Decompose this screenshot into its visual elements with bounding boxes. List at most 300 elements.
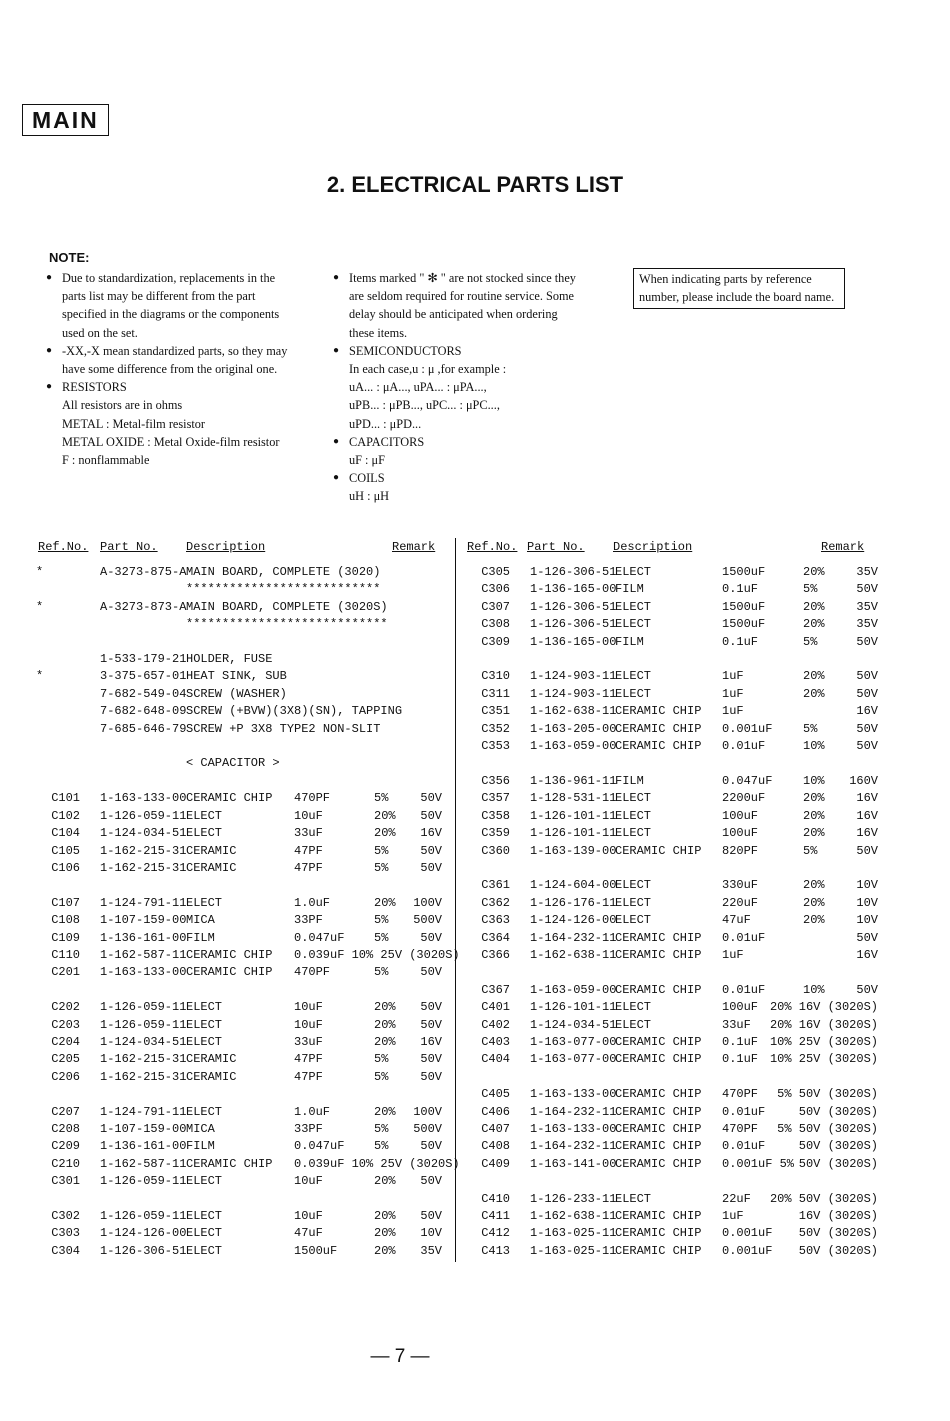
voltage-cell: 50V: [420, 1139, 442, 1154]
ref-no-cell: C208: [51, 1122, 80, 1136]
ref-no-cell: C102: [51, 808, 80, 823]
note-sub-line: METAL : Metal-film resistor: [62, 416, 206, 431]
value-cell: 330uF: [722, 878, 759, 893]
ref-no-cell: C309: [481, 634, 510, 649]
tolerance-cell: 20%: [374, 1174, 396, 1189]
description-cell: ELECT: [615, 599, 652, 614]
description-cell: CERAMIC CHIP: [615, 1104, 702, 1119]
tolerance-cell: 20%: [803, 895, 825, 910]
table-row: [0, 1034, 950, 1051]
description-cell: ELECT: [615, 1000, 652, 1015]
ref-no-cell: C363: [481, 913, 510, 928]
description-cell: CERAMIC CHIP: [615, 1226, 702, 1241]
table-row: [0, 1121, 950, 1138]
part-no-cell: 1-163-133-00: [100, 791, 187, 806]
voltage-cell: 10% 25V (3020S): [769, 1034, 878, 1049]
value-cell: 0.047uF: [722, 773, 773, 788]
voltage-cell: 50V: [420, 791, 442, 806]
description-cell: ***************************: [186, 582, 381, 597]
part-no-cell: 1-126-059-11: [100, 1174, 187, 1189]
table-row: [0, 1208, 950, 1225]
description-cell: ELECT: [186, 1104, 223, 1119]
description-cell: FILM: [186, 930, 215, 945]
value-cell: 0.01uF: [722, 1139, 766, 1154]
description-cell: CERAMIC CHIP: [186, 965, 273, 980]
table-row: [0, 686, 950, 703]
ref-no-cell: C310: [481, 669, 510, 684]
voltage-cell: 5% 50V (3020S): [777, 1087, 878, 1102]
value-cell: 470PF: [722, 1122, 759, 1136]
description-cell: CERAMIC CHIP: [615, 982, 702, 997]
voltage-cell: 50V: [420, 860, 442, 875]
part-no-cell: 1-126-059-11: [100, 1209, 187, 1224]
note-bullet-text: RESISTORS: [62, 380, 127, 395]
note-bullet: [333, 342, 583, 360]
table-row: [0, 599, 950, 616]
ref-no-cell: C109: [51, 930, 80, 945]
ref-no-cell: C404: [481, 1052, 510, 1067]
part-no-cell: 3-375-657-01: [100, 669, 187, 684]
tolerance-cell: 5%: [374, 1069, 389, 1084]
description-cell: ELECT: [615, 791, 652, 806]
tolerance-cell: 10%: [803, 773, 825, 788]
part-no-cell: 1-162-638-11: [530, 947, 617, 962]
tolerance-cell: 20%: [803, 617, 825, 632]
tolerance-cell: 20%: [803, 913, 825, 928]
part-no-cell: 1-162-587-11: [100, 947, 187, 962]
ref-no-cell: C304: [51, 1243, 80, 1258]
description-cell: SCREW +P 3X8 TYPE2 NON-SLIT: [186, 721, 381, 736]
ref-no-cell: C308: [481, 617, 510, 632]
value-cell: 1uF: [722, 1209, 744, 1224]
part-no-cell: 1-126-101-11: [530, 1000, 617, 1015]
ref-no-cell: C402: [481, 1017, 510, 1032]
description-cell: MICA: [186, 913, 215, 928]
ref-no-cell: C406: [481, 1104, 510, 1119]
tolerance-cell: 20%: [374, 826, 396, 841]
value-cell: 10uF: [294, 1000, 323, 1015]
bullet-dot: ●: [333, 435, 340, 447]
part-no-cell: 1-107-159-00: [100, 1122, 187, 1136]
voltage-cell: 16V: [420, 1034, 442, 1049]
tolerance-cell: 20%: [374, 1226, 396, 1241]
value-cell: 470PF: [294, 965, 331, 980]
description-cell: CERAMIC CHIP: [615, 930, 702, 945]
voltage-cell: 160V: [849, 773, 878, 788]
description-cell: MAIN BOARD, COMPLETE (3020S): [186, 599, 388, 614]
voltage-cell: 35V: [420, 1243, 442, 1258]
header-remark: Remark: [392, 540, 436, 554]
ref-no-cell: *: [36, 565, 44, 579]
ref-no-cell: C108: [51, 913, 80, 928]
voltage-cell: 10% 25V (3020S): [769, 1052, 878, 1067]
ref-no-cell: C311: [481, 686, 510, 701]
ref-no-cell: C412: [481, 1226, 510, 1241]
voltage-cell: 50V: [420, 1052, 442, 1067]
table-row: [0, 668, 950, 685]
description-cell: ELECT: [615, 826, 652, 841]
part-no-cell: 1-126-101-11: [530, 808, 617, 823]
ref-no-cell: C405: [481, 1087, 510, 1102]
table-row: [0, 755, 950, 772]
note-bullet-text: Items marked " ✻ " are not stocked since they are seldom required for routine service. Some delay should be anticipated when ordering these items.: [349, 271, 576, 340]
ref-no-cell: C367: [481, 982, 510, 997]
value-cell: 820PF: [722, 843, 759, 858]
value-cell: 47PF: [294, 1069, 323, 1084]
part-no-cell: 1-164-232-11: [530, 1139, 617, 1154]
ref-no-cell: C407: [481, 1122, 510, 1136]
value-cell: 47uF: [722, 913, 751, 928]
ref-no-cell: C306: [481, 582, 510, 597]
part-no-cell: 1-136-161-00: [100, 1139, 187, 1154]
bullet-dot: ●: [46, 344, 53, 356]
part-no-cell: 1-162-638-11: [530, 704, 617, 719]
value-cell: 0.01uF: [722, 739, 766, 754]
description-cell: ELECT: [615, 1017, 652, 1032]
value-cell: 0.1uF: [722, 1052, 759, 1067]
value-cell: 33uF: [294, 1034, 323, 1049]
description-cell: CERAMIC CHIP: [186, 1156, 273, 1171]
note-bullet: [333, 469, 583, 487]
description-cell: CERAMIC CHIP: [186, 947, 273, 962]
header-part-no: Part No.: [527, 540, 585, 554]
part-no-cell: A-3273-875-A: [100, 565, 187, 579]
value-cell: 0.039uF 10% 25V (3020S): [294, 1156, 460, 1171]
part-no-cell: 1-163-205-00: [530, 721, 617, 736]
note-sub-line: METAL OXIDE : Metal Oxide-film resistor: [62, 434, 280, 449]
description-cell: ELECT: [615, 565, 652, 579]
part-no-cell: 1-107-159-00: [100, 913, 187, 928]
table-row: [0, 999, 950, 1016]
description-cell: CERAMIC CHIP: [615, 1034, 702, 1049]
description-cell: MICA: [186, 1122, 215, 1136]
table-row: [0, 773, 950, 790]
value-cell: 1uF: [722, 947, 744, 962]
description-cell: CERAMIC: [186, 1069, 237, 1084]
value-cell: 10uF: [294, 1017, 323, 1032]
description-cell: ELECT: [615, 686, 652, 701]
value-cell: 1uF: [722, 686, 744, 701]
tolerance-cell: 5%: [374, 1139, 389, 1154]
table-row: [0, 703, 950, 720]
value-cell: 33uF: [722, 1017, 751, 1032]
value-cell: 0.01uF: [722, 930, 766, 945]
ref-no-cell: C307: [481, 599, 510, 614]
description-cell: ****************************: [186, 617, 388, 632]
voltage-cell: 10V: [420, 1226, 442, 1241]
tolerance-cell: 20%: [374, 1209, 396, 1224]
description-cell: ELECT: [615, 669, 652, 684]
description-cell: ELECT: [186, 1243, 223, 1258]
note-bullet: [333, 433, 583, 451]
part-no-cell: 1-126-101-11: [530, 826, 617, 841]
table-row: [0, 1191, 950, 1208]
voltage-cell: 50V: [856, 582, 878, 597]
voltage-cell: 10V: [856, 878, 878, 893]
value-cell: 470PF: [294, 791, 331, 806]
description-cell: CERAMIC CHIP: [615, 721, 702, 736]
ref-no-cell: C301: [51, 1174, 80, 1189]
part-no-cell: 1-136-165-00: [530, 634, 617, 649]
part-no-cell: 1-126-059-11: [100, 1017, 187, 1032]
voltage-cell: 50V: [856, 686, 878, 701]
part-no-cell: 1-163-059-00: [530, 739, 617, 754]
part-no-cell: 1-163-025-11: [530, 1243, 617, 1258]
description-cell: FILM: [615, 773, 644, 788]
ref-no-cell: C401: [481, 1000, 510, 1015]
value-cell: 100uF: [722, 826, 759, 841]
value-cell: 2200uF: [722, 791, 766, 806]
table-row: [0, 982, 950, 999]
description-cell: ELECT: [615, 913, 652, 928]
ref-no-cell: *: [36, 599, 44, 614]
description-cell: ELECT: [186, 808, 223, 823]
value-cell: 1500uF: [722, 617, 766, 632]
tolerance-cell: 20%: [803, 878, 825, 893]
voltage-cell: 50V: [856, 739, 878, 754]
table-row: [0, 808, 950, 825]
voltage-cell: 5% 50V (3020S): [777, 1122, 878, 1136]
part-no-cell: 1-163-025-11: [530, 1226, 617, 1241]
voltage-cell: 16V: [420, 826, 442, 841]
note-sub-line: F : nonflammable: [62, 453, 150, 468]
voltage-cell: 50V: [856, 982, 878, 997]
tolerance-cell: 10%: [803, 739, 825, 754]
ref-no-cell: *: [36, 669, 44, 684]
note-bullet-text: Due to standardization, replacements in the parts list may be different from the part specified in the diagrams or the components used on the set.: [62, 271, 280, 340]
part-no-cell: 1-163-059-00: [530, 982, 617, 997]
ref-no-cell: C403: [481, 1034, 510, 1049]
part-no-cell: 1-162-215-31: [100, 1069, 187, 1084]
value-cell: 10uF: [294, 1209, 323, 1224]
part-no-cell: 1-162-215-31: [100, 1052, 187, 1067]
part-no-cell: 1-163-077-00: [530, 1034, 617, 1049]
table-row: [0, 651, 950, 668]
voltage-cell: 50V: [420, 930, 442, 945]
description-cell: FILM: [186, 1139, 215, 1154]
value-cell: 0.1uF: [722, 1034, 759, 1049]
description-cell: ELECT: [186, 1174, 223, 1189]
part-no-cell: 1-136-961-11: [530, 773, 617, 788]
table-row: [0, 564, 950, 581]
part-no-cell: 1-126-176-11: [530, 895, 617, 910]
part-no-cell: 1-136-161-00: [100, 930, 187, 945]
value-cell: 0.047uF: [294, 1139, 345, 1154]
value-cell: 33PF: [294, 913, 323, 928]
ref-no-cell: C408: [481, 1139, 510, 1154]
voltage-cell: 35V: [856, 617, 878, 632]
voltage-cell: 50V: [420, 1174, 442, 1189]
value-cell: 1uF: [722, 669, 744, 684]
value-cell: 0.001uF 5%: [722, 1156, 795, 1171]
voltage-cell: 50V: [856, 669, 878, 684]
note-sub-line: uA... : μA..., uPA... : μPA...,: [349, 380, 487, 395]
voltage-cell: 100V: [413, 1104, 442, 1119]
table-row: [0, 581, 950, 598]
ref-no-cell: C302: [51, 1209, 80, 1224]
part-no-cell: 1-124-604-00: [530, 878, 617, 893]
value-cell: 33uF: [294, 826, 323, 841]
note-bullet: [46, 269, 302, 342]
value-cell: 0.001uF: [722, 721, 773, 736]
description-cell: HOLDER, FUSE: [186, 652, 273, 667]
note-bullet-text: SEMICONDUCTORS: [349, 343, 462, 358]
voltage-cell: 50V: [856, 721, 878, 736]
value-cell: 47uF: [294, 1226, 323, 1241]
tolerance-cell: 5%: [374, 913, 389, 928]
voltage-cell: 50V: [420, 808, 442, 823]
part-no-cell: 1-124-903-11: [530, 686, 617, 701]
bullet-dot: ●: [333, 472, 340, 484]
description-cell: CERAMIC CHIP: [615, 1139, 702, 1154]
table-row: [0, 912, 950, 929]
value-cell: 47PF: [294, 1052, 323, 1067]
description-cell: FILM: [615, 634, 644, 649]
description-cell: CERAMIC CHIP: [615, 1052, 702, 1067]
value-cell: 100uF: [722, 1000, 759, 1015]
tolerance-cell: 10%: [803, 982, 825, 997]
description-cell: ELECT: [186, 895, 223, 910]
description-cell: ELECT: [615, 895, 652, 910]
part-no-cell: 1-126-233-11: [530, 1191, 617, 1206]
ref-no-cell: C360: [481, 843, 510, 858]
note-bullet-text: CAPACITORS: [349, 434, 425, 449]
table-row: [0, 1086, 950, 1103]
ref-no-cell: C356: [481, 773, 510, 788]
part-no-cell: 1-124-034-51: [100, 1034, 187, 1049]
ref-no-cell: C303: [51, 1226, 80, 1241]
ref-no-cell: C413: [481, 1243, 510, 1258]
part-no-cell: 1-163-139-00: [530, 843, 617, 858]
description-cell: MAIN BOARD, COMPLETE (3020): [186, 565, 381, 579]
part-no-cell: 7-682-549-04: [100, 686, 187, 701]
part-no-cell: 1-163-133-00: [530, 1122, 617, 1136]
ref-no-cell: C104: [51, 826, 80, 841]
note-sub-line: uH : μH: [349, 489, 390, 504]
description-cell: ELECT: [186, 1000, 223, 1015]
ref-no-cell: C201: [51, 965, 80, 980]
note-bullet: [333, 269, 583, 342]
description-cell: CERAMIC CHIP: [186, 791, 273, 806]
tolerance-cell: 5%: [374, 1122, 389, 1136]
ref-no-cell: C353: [481, 739, 510, 754]
description-cell: CERAMIC CHIP: [615, 739, 702, 754]
note-sub-line: In each case,u : μ ,for example :: [349, 362, 507, 377]
description-cell: CERAMIC CHIP: [615, 1087, 702, 1102]
voltage-cell: 50V (3020S): [798, 1243, 878, 1258]
voltage-cell: 50V: [420, 843, 442, 858]
voltage-cell: 16V: [856, 808, 878, 823]
tolerance-cell: 5%: [803, 843, 818, 858]
ref-no-cell: C358: [481, 808, 510, 823]
description-cell: CERAMIC: [186, 860, 237, 875]
header-ref-no: Ref.No.: [38, 540, 89, 554]
table-row: [0, 1243, 950, 1260]
voltage-cell: 20% 16V (3020S): [769, 1017, 878, 1032]
description-cell: CERAMIC: [186, 1052, 237, 1067]
tolerance-cell: 5%: [374, 930, 389, 945]
tolerance-cell: 20%: [803, 808, 825, 823]
voltage-cell: 50V: [420, 1069, 442, 1084]
description-cell: CERAMIC CHIP: [615, 1209, 702, 1224]
ref-no-cell: C204: [51, 1034, 80, 1049]
value-cell: 0.1uF: [722, 582, 759, 597]
note-bullet: [46, 342, 302, 378]
voltage-cell: 100V: [413, 895, 442, 910]
tolerance-cell: 20%: [803, 669, 825, 684]
value-cell: 0.1uF: [722, 634, 759, 649]
note-column-1: [46, 269, 302, 469]
voltage-cell: 10V: [856, 895, 878, 910]
tolerance-cell: 20%: [374, 1000, 396, 1015]
description-cell: HEAT SINK, SUB: [186, 669, 287, 684]
description-cell: CERAMIC CHIP: [615, 1243, 702, 1258]
value-cell: 220uF: [722, 895, 759, 910]
ref-no-cell: C203: [51, 1017, 80, 1032]
part-no-cell: 1-124-791-11: [100, 895, 187, 910]
description-cell: < CAPACITOR >: [186, 756, 280, 771]
part-no-cell: 1-163-133-00: [100, 965, 187, 980]
ref-no-cell: C364: [481, 930, 510, 945]
section-label: MAIN: [22, 104, 109, 136]
value-cell: 1500uF: [722, 599, 766, 614]
ref-no-cell: C101: [51, 791, 80, 806]
value-cell: 100uF: [722, 808, 759, 823]
table-row: [0, 738, 950, 755]
voltage-cell: 50V (3020S): [798, 1226, 878, 1241]
ref-no-cell: C107: [51, 895, 80, 910]
part-no-cell: 1-163-077-00: [530, 1052, 617, 1067]
part-no-cell: 1-163-133-00: [530, 1087, 617, 1102]
ref-no-cell: C362: [481, 895, 510, 910]
part-no-cell: 1-126-306-51: [530, 565, 617, 579]
value-cell: 33PF: [294, 1122, 323, 1136]
page-title: 2. ELECTRICAL PARTS LIST: [326, 172, 624, 197]
value-cell: 0.01uF: [722, 982, 766, 997]
right-parts-table: [0, 564, 950, 1260]
voltage-cell: 10V: [856, 913, 878, 928]
table-row: [0, 790, 950, 807]
ref-no-cell: C351: [481, 704, 510, 719]
header-part-no: Part No.: [100, 540, 158, 554]
value-cell: 47PF: [294, 843, 323, 858]
description-cell: CERAMIC: [186, 843, 237, 858]
ref-no-cell: C209: [51, 1139, 80, 1154]
part-no-cell: 1-162-215-31: [100, 843, 187, 858]
voltage-cell: 16V (3020S): [798, 1209, 878, 1224]
tolerance-cell: 5%: [374, 860, 389, 875]
value-cell: 1500uF: [294, 1243, 338, 1258]
ref-no-cell: C359: [481, 826, 510, 841]
part-no-cell: 1-164-232-11: [530, 930, 617, 945]
ref-no-cell: C409: [481, 1156, 510, 1171]
description-cell: CERAMIC CHIP: [615, 1122, 702, 1136]
tolerance-cell: 5%: [374, 965, 389, 980]
part-no-cell: 1-126-306-51: [530, 617, 617, 632]
voltage-cell: 16V: [856, 826, 878, 841]
note-sub-line: uPB... : μPB..., uPC... : μPC...,: [349, 398, 500, 413]
part-no-cell: 1-124-791-11: [100, 1104, 187, 1119]
note-bullet-text: -XX,-X mean standardized parts, so they may have some difference from the original one.: [62, 343, 288, 377]
value-cell: 0.047uF: [294, 930, 345, 945]
bullet-dot: ●: [333, 344, 340, 356]
tolerance-cell: 20%: [803, 599, 825, 614]
table-row: [0, 616, 950, 633]
tolerance-cell: 20%: [374, 1034, 396, 1049]
tolerance-cell: 20%: [803, 565, 825, 579]
table-row: [0, 1069, 950, 1086]
right-table-header: [0, 539, 950, 556]
